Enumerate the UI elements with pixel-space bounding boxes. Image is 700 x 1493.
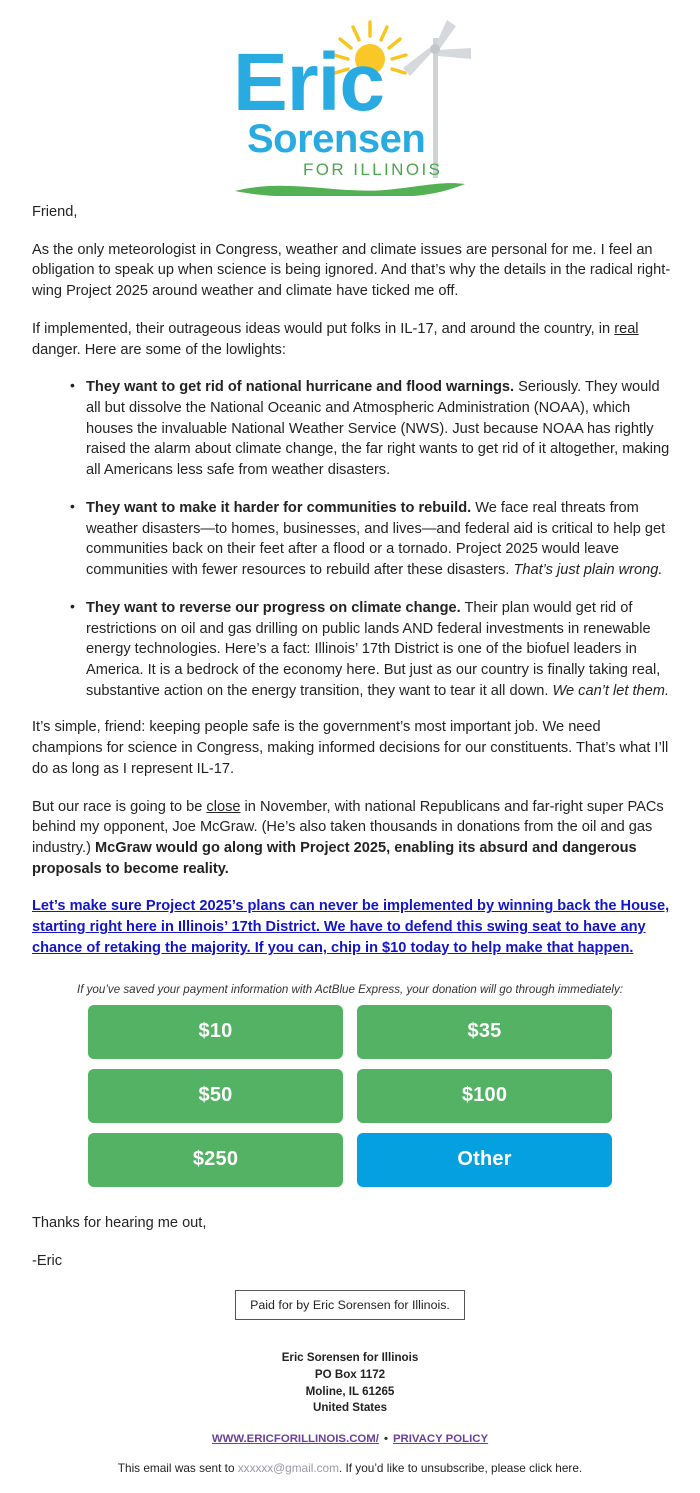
footer-recipient-line — [0, 1461, 700, 1475]
svg-text:Sorensen: Sorensen — [247, 117, 426, 161]
green-wave-icon — [235, 183, 465, 196]
footer-address-line-2: PO Box 1172 — [314, 1367, 386, 1381]
footer-address-line-1: Eric Sorensen for Illinois — [281, 1351, 419, 1364]
letter-body — [0, 202, 700, 959]
donate-button-100[interactable]: $100 — [357, 1069, 612, 1123]
donate-button-35[interactable]: $35 — [357, 1005, 612, 1059]
footer-recipient-email: xxxxxx@gmail.com — [237, 1461, 339, 1476]
campaign-logo — [0, 0, 700, 202]
svg-text:FOR ILLINOIS: FOR ILLINOIS — [303, 160, 443, 179]
donation-amount-grid — [0, 1005, 700, 1187]
bullet-text: We face real threats from weather disasters—to homes, businesses, and lives—and federal aid is critical to help get communities back on their feet after a flood or a tornado. Project 2025 would leave communities with fewer resources to rebuild after these disasters. — [86, 499, 666, 579]
para4-underline: close — [206, 798, 241, 815]
footer-website-link[interactable]: WWW.ERICFORILLINOIS.COM/ — [211, 1433, 379, 1446]
para4-mid: in November, with national Republicans and far-right super PACs behind my opponent, Joe McGraw. (He’s also taken thousands in donations from the oil and gas industry.) — [32, 798, 664, 856]
signoff-block — [0, 1187, 700, 1272]
footer-address — [0, 1350, 700, 1417]
actblue-express-note: If you’ve saved your payment information with ActBlue Express, your donation will go through immediately: — [76, 982, 624, 996]
bullet-headline: They want to get rid of national hurricane and flood warnings. — [86, 379, 515, 396]
greeting: Friend, — [32, 204, 78, 220]
footer-sent-pre: This email was sent to — [117, 1461, 238, 1476]
donate-button-50[interactable]: $50 — [88, 1069, 343, 1123]
footer-address-line-3: Moline, IL 61265 — [305, 1384, 395, 1398]
list-item — [70, 377, 672, 481]
footer-privacy-policy-link[interactable]: PRIVACY POLICY — [392, 1433, 489, 1446]
donate-button-other[interactable]: Other — [357, 1133, 612, 1187]
para2-underline: real — [614, 320, 639, 337]
paragraph-lowlights-lead — [32, 319, 672, 360]
paid-for-by-disclaimer: Paid for by Eric Sorensen for Illinois. — [235, 1290, 465, 1320]
footer-link-separator: • — [383, 1433, 388, 1446]
paragraph-intro: As the only meteorologist in Congress, weather and climate issues are personal for me. I feel an obligation to speak up when science is being ignored. And that’s why the details in the radical right-wing Project 2025 around weather and climate have ticked me off. — [32, 241, 671, 300]
bullet-text: Their plan would get rid of restrictions on oil and gas drilling on public lands AND federal investments in renewable energy technologies. Here’s a fact: Illinois’ 17th District is one of the biofuel leaders in America. It is a bedrock of the economy here. But just as our country is finally taking real, substantive action on the energy transition, they want to tear it all down. — [86, 599, 661, 699]
footer-sent-post: . If you’d like to unsubscribe, please click here. — [338, 1461, 583, 1476]
email-footer — [0, 1350, 700, 1493]
list-item — [70, 498, 672, 581]
paragraph-opponent — [32, 797, 672, 880]
donate-button-10[interactable]: $10 — [88, 1005, 343, 1059]
bullet-italic-tail: That’s just plain wrong. — [513, 562, 663, 579]
para2-post: danger. Here are some of the lowlights: — [32, 341, 286, 358]
donate-button-250[interactable]: $250 — [88, 1133, 343, 1187]
lowlights-list — [32, 377, 672, 701]
footer-address-line-4: United States — [312, 1401, 388, 1415]
cta-donate-link[interactable]: Let’s make sure Project 2025’s plans can never be implemented by winning back the House, starting right here in Illinois’ 17th District. We have to defend this swing seat to have any chance of retaking the majority. If you can, chip in $10 today to help make that happen. — [32, 898, 670, 956]
bullet-headline: They want to reverse our progress on climate change. — [86, 599, 461, 616]
svg-text:Eric: Eric — [233, 37, 384, 128]
signoff-name: -Eric — [32, 1253, 62, 1270]
bullet-italic-tail: We can’t let them. — [552, 682, 669, 699]
bullet-headline: They want to make it harder for communities to rebuild. — [86, 499, 472, 516]
list-item — [70, 598, 672, 702]
disclaimer-row — [0, 1290, 700, 1320]
bullet-text: Seriously. They would all but dissolve the National Oceanic and Atmospheric Administration (NOAA), which houses the invaluable National Weather Service (NWS). Just because NOAA has rightly raised the alarm about climate change, the far right wants to get rid of it altogether, making all Americans less safe from weather disasters. — [86, 379, 670, 479]
footer-links — [0, 1433, 700, 1445]
para4-pre: But our race is going to be — [32, 798, 207, 815]
paragraph-closing-argument: It’s simple, friend: keeping people safe is the government’s most important job. We need champions for science in Congress, making informed decisions for our constituents. That’s what I’ll do as long as I represent IL-17. — [32, 719, 669, 777]
signoff-thanks: Thanks for hearing me out, — [32, 1214, 207, 1231]
para4-bold: McGraw would go along with Project 2025, enabling its absurd and dangerous proposals to become reality. — [32, 839, 637, 877]
para2-pre: If implemented, their outrageous ideas would put folks in IL-17, and around the country, in — [32, 320, 615, 337]
